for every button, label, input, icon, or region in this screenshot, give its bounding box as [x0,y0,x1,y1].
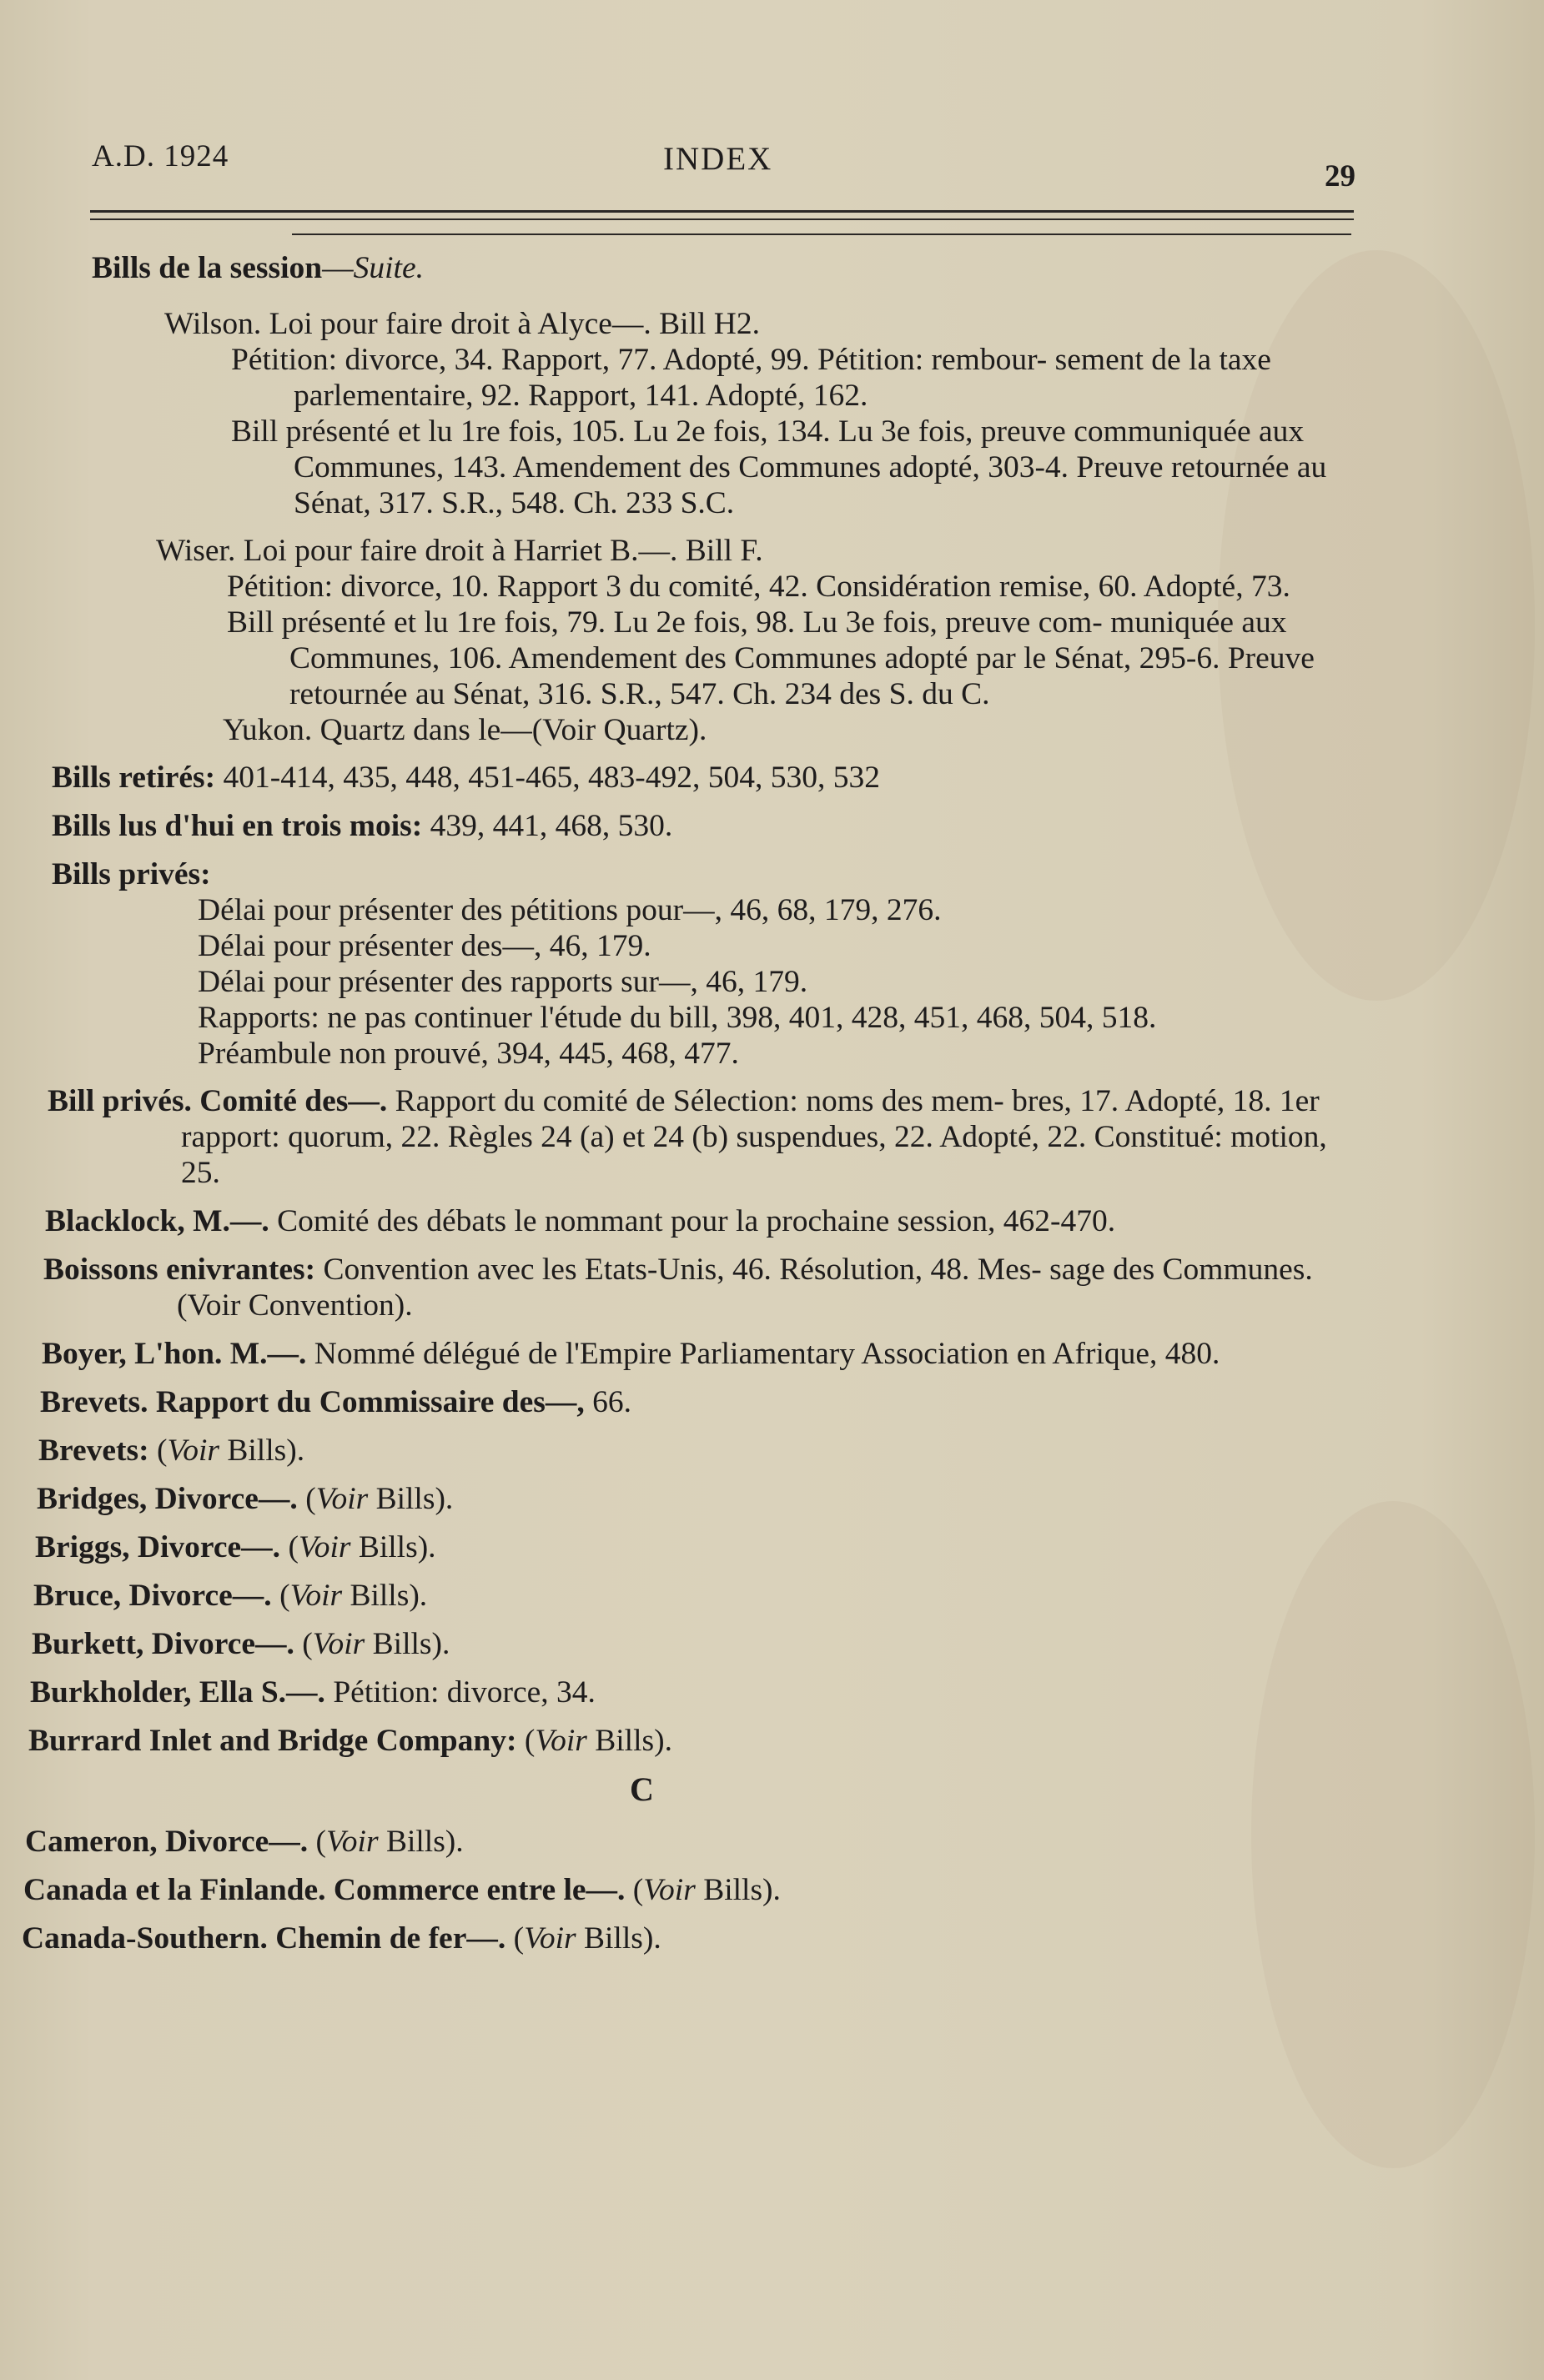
index-entry: Bruce, Divorce—. (Voir Bills). [33,1579,428,1613]
list-item: Rapports: ne pas continuer l'étude du bill, 398, 401, 428, 451, 468, 504, 518. [198,1001,1157,1035]
index-entry: Bills lus d'hui en trois mois: 439, 441, 468, 530. [52,809,673,843]
index-entry: Briggs, Divorce—. (Voir Bills). [35,1530,436,1564]
wilson-head: Wilson. Loi pour faire droit à Alyce—. Bill H2. [164,307,760,341]
index-entry: Brevets. Rapport du Commissaire des—, 66. [40,1385,632,1419]
header-rule [292,233,1351,235]
index-entry: Cameron, Divorce—. (Voir Bills). [25,1825,464,1859]
index-entry: Canada et la Finlande. Commerce entre le—. (Voir Bills). [23,1873,781,1907]
wiser-line: Pétition: divorce, 10. Rapport 3 du comité, 42. Considération remise, 60. Adopté, 73. [227,570,1290,604]
list-item: Préambule non prouvé, 394, 445, 468, 477. [198,1037,739,1071]
index-entry: Bridges, Divorce—. (Voir Bills). [37,1482,454,1516]
wiser-entry [52,533,1357,748]
header-year: A.D. 1924 [92,139,229,173]
index-entry: Bills privés: Délai pour présenter des pétitions pour—, 46, 68, 179, 276. Délai pour présenter des—, 46, 179. Délai pour présenter des rapports sur—, 46, 179. Rapports: ne pas continuer l'étude du bill, 398, 401, 428, 451, 468, 504, 518. Préambule non prouvé, 394, 445, 468, 477. [52,856,1357,1072]
header-title: INDEX [663,141,773,177]
section-letter: C [630,1770,654,1808]
index-entry: Bill privés. Comité des—. Rapport du comité de Sélection: noms des mem- bres, 17. Adopté, 18. 1er rapport: quorum, 22. Règles 24 (a) et 24 (b) suspendues, 22. Adopté, 22. Constitué: motion, 25. [48,1084,1327,1190]
list-item: Délai pour présenter des rapports sur—, 46, 179. [198,965,808,999]
yukon-line: Yukon. Quartz dans le—(Voir Quartz). [223,713,707,747]
page-number: 29 [1325,159,1355,193]
list-item: Délai pour présenter des—, 46, 179. [198,929,651,963]
header-rule [90,210,1354,213]
header-rule [90,218,1354,220]
index-entry: Burkett, Divorce—. (Voir Bills). [32,1627,450,1661]
index-content [22,250,1357,1969]
index-entry: Boissons enivrantes: Convention avec les Etats-Unis, 46. Résolution, 48. Mes- sage des Communes. (Voir Convention). [43,1253,1313,1323]
wiser-line: Bill présenté et lu 1re fois, 79. Lu 2e fois, 98. Lu 3e fois, preuve com- muniquée aux Communes, 106. Amendement des Communes adopté par le Sénat, 295-6. Preuve retournée au Sénat, 316. S.R., 547. Ch. 234 des S. du C. [227,605,1315,711]
list-item: Délai pour présenter des pétitions pour—, 46, 68, 179, 276. [198,893,942,927]
index-entry: Burkholder, Ella S.—. Pétition: divorce, 34. [30,1675,596,1710]
page-header [92,133,1355,193]
index-entry: Brevets: (Voir Bills). [38,1434,305,1468]
wilson-line: Bill présenté et lu 1re fois, 105. Lu 2e fois, 134. Lu 3e fois, preuve communiquée aux Communes, 143. Amendement des Communes adopté, 303-4. Preuve retournée au Sénat, 317. S.R., 548. Ch. 233 S.C. [231,414,1327,520]
section-title: Bills de la session—Suite. [92,251,424,285]
index-entry: Blacklock, M.—. Comité des débats le nommant pour la prochaine session, 462-470. [45,1204,1116,1238]
index-entry: Burrard Inlet and Bridge Company: (Voir Bills). [28,1724,672,1758]
index-entry: Bills retirés: 401-414, 435, 448, 451-465, 483-492, 504, 530, 532 [52,761,880,795]
index-entry: Canada-Southern. Chemin de fer—. (Voir Bills). [22,1921,661,1956]
index-entry: Boyer, L'hon. M.—. Nommé délégué de l'Empire Parliamentary Association en Afrique, 480. [42,1337,1220,1371]
wiser-head: Wiser. Loi pour faire droit à Harriet B.—. Bill F. [156,534,763,568]
wilson-line: Pétition: divorce, 34. Rapport, 77. Adopté, 99. Pétition: rembour- sement de la taxe parlementaire, 92. Rapport, 141. Adopté, 162. [231,343,1271,413]
wilson-entry [52,306,1357,521]
